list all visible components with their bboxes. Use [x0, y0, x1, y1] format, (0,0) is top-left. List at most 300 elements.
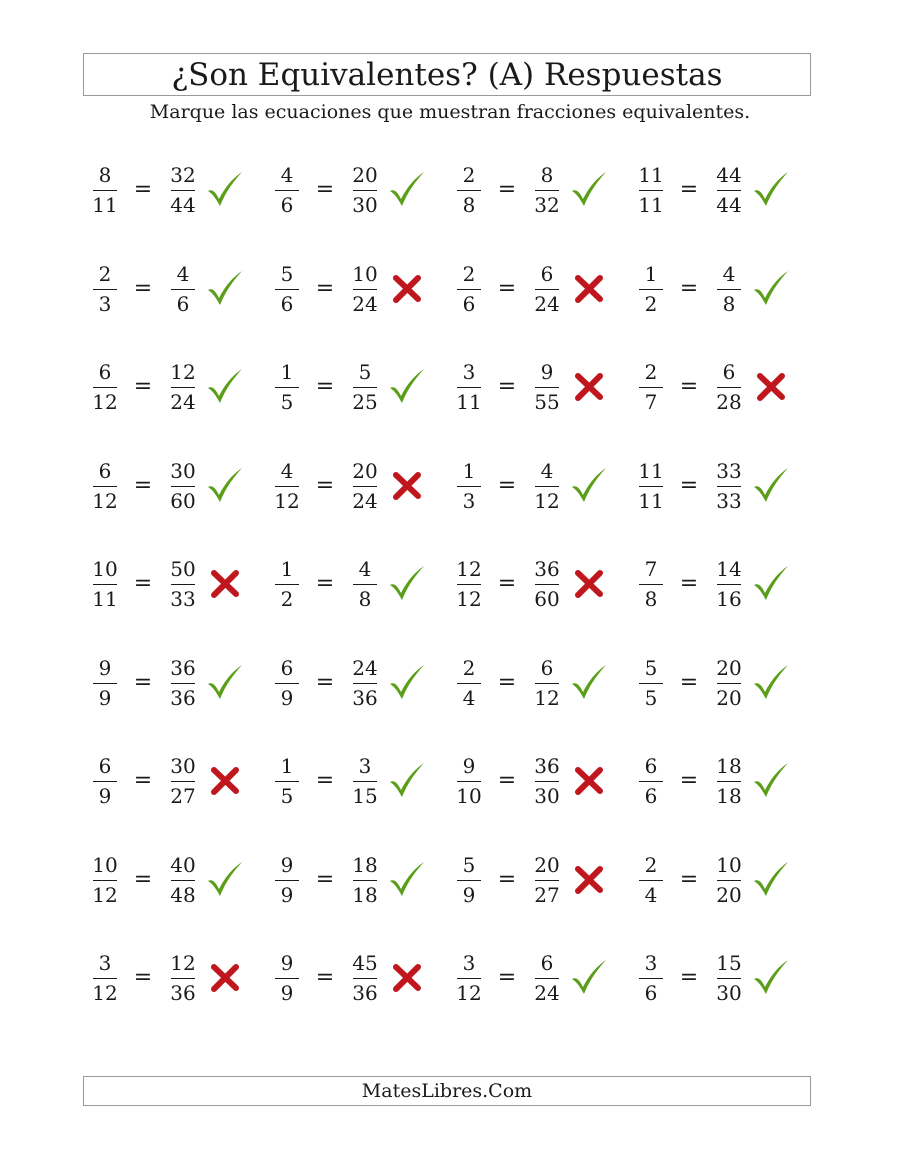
equals-sign: = [133, 965, 153, 990]
fraction-bar [171, 486, 195, 487]
fraction-bar [717, 584, 741, 585]
equals-sign: = [497, 669, 517, 695]
fraction-bar [353, 387, 377, 388]
left-denominator: 9 [462, 882, 476, 907]
check-icon [387, 663, 427, 703]
left-numerator: 11 [638, 458, 664, 483]
right-fraction [161, 456, 205, 516]
left-fraction [447, 948, 491, 1008]
right-denominator: 15 [352, 784, 378, 808]
problem-item [83, 259, 283, 329]
right-numerator: 45 [352, 951, 378, 975]
left-denominator: 5 [644, 685, 658, 710]
left-denominator: 3 [462, 488, 476, 513]
fraction-bar [93, 781, 117, 782]
right-fraction [525, 751, 569, 811]
left-numerator: 9 [462, 754, 476, 778]
fraction-bar [639, 289, 663, 290]
right-numerator: 18 [352, 852, 378, 877]
left-fraction [629, 850, 673, 910]
fraction-bar [275, 978, 299, 979]
problem-item [83, 160, 283, 230]
left-numerator: 8 [98, 163, 112, 187]
fraction-bar [457, 486, 481, 487]
right-fraction [343, 751, 387, 811]
equals-sign: = [497, 177, 517, 202]
left-denominator: 12 [274, 488, 300, 513]
fraction-bar [717, 190, 741, 191]
problem-item [629, 554, 829, 624]
left-denominator: 2 [280, 587, 294, 611]
right-denominator: 12 [534, 685, 560, 710]
equals-sign: = [133, 768, 153, 793]
fraction-bar [535, 289, 559, 290]
fraction-bar [93, 486, 117, 487]
left-fraction [629, 160, 673, 220]
fraction-bar [457, 387, 481, 388]
right-numerator: 36 [534, 557, 560, 581]
left-numerator: 1 [644, 261, 658, 286]
right-denominator: 55 [534, 390, 560, 414]
left-numerator: 2 [462, 261, 476, 286]
right-denominator: 32 [534, 193, 560, 217]
left-fraction [447, 653, 491, 713]
left-fraction [447, 259, 491, 319]
right-numerator: 30 [170, 754, 196, 778]
right-fraction [525, 850, 569, 910]
right-fraction [525, 357, 569, 417]
fraction-bar [93, 978, 117, 979]
right-numerator: 10 [352, 261, 378, 286]
fraction-bar [353, 486, 377, 487]
right-fraction [161, 357, 205, 417]
cross-icon [569, 367, 609, 407]
problem-item [447, 948, 647, 1018]
left-numerator: 2 [462, 655, 476, 680]
left-denominator: 6 [280, 193, 294, 217]
right-denominator: 33 [716, 488, 742, 513]
right-numerator: 6 [722, 360, 736, 384]
equals-sign: = [679, 965, 699, 990]
cross-icon [569, 761, 609, 801]
equals-sign: = [133, 669, 153, 695]
right-fraction [343, 456, 387, 516]
right-denominator: 27 [170, 784, 196, 808]
right-numerator: 33 [716, 458, 742, 483]
right-numerator: 20 [352, 458, 378, 483]
left-fraction [447, 160, 491, 220]
equals-sign: = [497, 571, 517, 596]
right-fraction [343, 554, 387, 614]
fraction-bar [717, 781, 741, 782]
right-denominator: 12 [534, 488, 560, 513]
right-denominator: 30 [534, 784, 560, 808]
fraction-bar [639, 387, 663, 388]
right-denominator: 16 [716, 587, 742, 611]
problem-item [629, 357, 829, 427]
left-denominator: 12 [92, 488, 118, 513]
left-fraction [265, 850, 309, 910]
left-denominator: 8 [462, 193, 476, 217]
equals-sign: = [315, 177, 335, 202]
left-denominator: 12 [456, 981, 482, 1005]
left-denominator: 3 [98, 291, 112, 316]
equals-sign: = [679, 866, 699, 892]
right-numerator: 15 [716, 951, 742, 975]
left-denominator: 12 [92, 390, 118, 414]
check-icon [205, 466, 245, 506]
right-fraction [525, 259, 569, 319]
left-fraction [83, 948, 127, 1008]
right-denominator: 60 [170, 488, 196, 513]
left-denominator: 6 [644, 784, 658, 808]
check-icon [387, 564, 427, 604]
equals-sign: = [133, 177, 153, 202]
left-numerator: 3 [98, 951, 112, 975]
left-numerator: 4 [280, 163, 294, 187]
left-fraction [629, 653, 673, 713]
right-fraction [707, 160, 751, 220]
left-denominator: 11 [638, 488, 664, 513]
problem-item [83, 357, 283, 427]
left-fraction [265, 456, 309, 516]
problem-item [447, 160, 647, 230]
problem-item [629, 456, 829, 526]
left-numerator: 1 [280, 360, 294, 384]
equals-sign: = [315, 374, 335, 399]
left-fraction [83, 751, 127, 811]
right-fraction [707, 456, 751, 516]
left-fraction [629, 259, 673, 319]
right-fraction [161, 259, 205, 319]
left-denominator: 12 [92, 882, 118, 907]
problem-item [83, 653, 283, 723]
equals-sign: = [315, 866, 335, 892]
left-fraction [447, 850, 491, 910]
right-fraction [161, 653, 205, 713]
problem-item [629, 259, 829, 329]
fraction-bar [457, 781, 481, 782]
right-denominator: 24 [534, 981, 560, 1005]
equals-sign: = [679, 571, 699, 596]
check-icon [387, 761, 427, 801]
left-numerator: 3 [644, 951, 658, 975]
left-numerator: 5 [644, 655, 658, 680]
right-numerator: 4 [722, 261, 736, 286]
right-numerator: 9 [540, 360, 554, 384]
cross-icon [387, 466, 427, 506]
left-denominator: 12 [456, 587, 482, 611]
equals-sign: = [315, 965, 335, 990]
fraction-bar [353, 978, 377, 979]
right-numerator: 6 [540, 655, 554, 680]
right-fraction [525, 456, 569, 516]
problem-item [447, 653, 647, 723]
right-numerator: 20 [534, 852, 560, 877]
left-denominator: 11 [638, 193, 664, 217]
right-numerator: 6 [540, 951, 554, 975]
right-denominator: 27 [534, 882, 560, 907]
right-denominator: 33 [170, 587, 196, 611]
left-denominator: 11 [456, 390, 482, 414]
fraction-bar [93, 190, 117, 191]
fraction-bar [535, 387, 559, 388]
right-denominator: 24 [534, 291, 560, 316]
right-numerator: 5 [358, 360, 372, 384]
left-numerator: 10 [92, 557, 118, 581]
right-denominator: 36 [170, 981, 196, 1005]
equals-sign: = [679, 472, 699, 498]
equals-sign: = [497, 768, 517, 793]
fraction-bar [353, 683, 377, 684]
left-numerator: 11 [638, 163, 664, 187]
right-numerator: 4 [176, 261, 190, 286]
problem-item [447, 751, 647, 821]
right-fraction [343, 160, 387, 220]
left-denominator: 9 [98, 685, 112, 710]
fraction-bar [535, 584, 559, 585]
footer-site-name: MatesLibres.Com [83, 1076, 811, 1106]
fraction-bar [457, 584, 481, 585]
equals-sign: = [315, 275, 335, 301]
left-numerator: 3 [462, 360, 476, 384]
left-numerator: 1 [280, 557, 294, 581]
fraction-bar [171, 781, 195, 782]
fraction-bar [639, 880, 663, 881]
fraction-bar [275, 387, 299, 388]
fraction-bar [275, 880, 299, 881]
left-denominator: 9 [280, 981, 294, 1005]
right-denominator: 44 [170, 193, 196, 217]
fraction-bar [275, 584, 299, 585]
right-fraction [343, 653, 387, 713]
right-fraction [343, 850, 387, 910]
right-numerator: 8 [540, 163, 554, 187]
problem-item [629, 160, 829, 230]
fraction-bar [717, 387, 741, 388]
fraction-bar [717, 683, 741, 684]
left-numerator: 6 [98, 754, 112, 778]
left-denominator: 2 [644, 291, 658, 316]
problem-item [83, 554, 283, 624]
cross-icon [751, 367, 791, 407]
left-fraction [629, 554, 673, 614]
right-denominator: 6 [176, 291, 190, 316]
problem-item [265, 160, 465, 230]
left-fraction [447, 456, 491, 516]
left-numerator: 4 [280, 458, 294, 483]
right-denominator: 48 [170, 882, 196, 907]
right-denominator: 30 [716, 981, 742, 1005]
right-numerator: 12 [170, 951, 196, 975]
equals-sign: = [497, 472, 517, 498]
left-denominator: 7 [644, 390, 658, 414]
fraction-bar [171, 683, 195, 684]
right-fraction [161, 751, 205, 811]
equals-sign: = [497, 965, 517, 990]
problem-item [265, 653, 465, 723]
fraction-bar [535, 880, 559, 881]
right-fraction [707, 259, 751, 319]
left-fraction [629, 948, 673, 1008]
equals-sign: = [315, 768, 335, 793]
fraction-bar [353, 781, 377, 782]
fraction-bar [639, 978, 663, 979]
left-denominator: 9 [280, 882, 294, 907]
problem-item [265, 850, 465, 920]
right-denominator: 20 [716, 685, 742, 710]
right-numerator: 24 [352, 655, 378, 680]
left-numerator: 9 [280, 951, 294, 975]
right-fraction [525, 948, 569, 1008]
right-numerator: 6 [540, 261, 554, 286]
check-icon [751, 170, 791, 210]
left-fraction [447, 357, 491, 417]
right-numerator: 10 [716, 852, 742, 877]
left-numerator: 6 [644, 754, 658, 778]
fraction-bar [535, 978, 559, 979]
fraction-bar [535, 190, 559, 191]
cross-icon [205, 958, 245, 998]
fraction-bar [93, 683, 117, 684]
right-denominator: 36 [352, 981, 378, 1005]
right-fraction [707, 554, 751, 614]
fraction-bar [93, 289, 117, 290]
left-numerator: 5 [462, 852, 476, 877]
right-numerator: 50 [170, 557, 196, 581]
check-icon [205, 367, 245, 407]
equals-sign: = [497, 275, 517, 301]
fraction-bar [639, 584, 663, 585]
left-numerator: 2 [462, 163, 476, 187]
left-numerator: 10 [92, 852, 118, 877]
fraction-bar [535, 486, 559, 487]
left-numerator: 12 [456, 557, 482, 581]
left-fraction [83, 357, 127, 417]
equals-sign: = [315, 669, 335, 695]
left-fraction [83, 554, 127, 614]
check-icon [387, 860, 427, 900]
right-fraction [161, 554, 205, 614]
left-denominator: 5 [280, 784, 294, 808]
left-fraction [447, 554, 491, 614]
right-denominator: 24 [352, 291, 378, 316]
problem-item [447, 850, 647, 920]
cross-icon [569, 564, 609, 604]
fraction-bar [535, 683, 559, 684]
problem-item [83, 850, 283, 920]
left-numerator: 9 [280, 852, 294, 877]
equals-sign: = [133, 472, 153, 498]
check-icon [751, 466, 791, 506]
fraction-bar [457, 978, 481, 979]
problem-item [447, 357, 647, 427]
equals-sign: = [679, 275, 699, 301]
left-denominator: 9 [280, 685, 294, 710]
left-fraction [83, 160, 127, 220]
left-denominator: 8 [644, 587, 658, 611]
right-fraction [707, 850, 751, 910]
right-denominator: 18 [716, 784, 742, 808]
right-numerator: 4 [358, 557, 372, 581]
left-fraction [629, 751, 673, 811]
right-denominator: 36 [170, 685, 196, 710]
equals-sign: = [315, 472, 335, 498]
right-fraction [161, 160, 205, 220]
fraction-bar [457, 190, 481, 191]
problem-item [265, 357, 465, 427]
right-numerator: 44 [716, 163, 742, 187]
left-denominator: 6 [644, 981, 658, 1005]
fraction-bar [717, 880, 741, 881]
left-denominator: 6 [462, 291, 476, 316]
equals-sign: = [679, 768, 699, 793]
left-numerator: 1 [462, 458, 476, 483]
fraction-bar [457, 880, 481, 881]
check-icon [387, 170, 427, 210]
right-fraction [161, 850, 205, 910]
equals-sign: = [133, 571, 153, 596]
fraction-bar [717, 978, 741, 979]
left-fraction [83, 456, 127, 516]
fraction-bar [639, 190, 663, 191]
check-icon [205, 170, 245, 210]
check-icon [751, 269, 791, 309]
fraction-bar [639, 486, 663, 487]
right-denominator: 30 [352, 193, 378, 217]
cross-icon [387, 269, 427, 309]
fraction-bar [353, 584, 377, 585]
right-numerator: 18 [716, 754, 742, 778]
right-fraction [707, 948, 751, 1008]
fraction-bar [353, 190, 377, 191]
left-denominator: 11 [92, 193, 118, 217]
left-fraction [83, 850, 127, 910]
cross-icon [569, 860, 609, 900]
right-numerator: 3 [358, 754, 372, 778]
right-denominator: 24 [170, 390, 196, 414]
fraction-bar [275, 486, 299, 487]
check-icon [569, 958, 609, 998]
left-fraction [629, 456, 673, 516]
right-fraction [707, 751, 751, 811]
problem-item [447, 554, 647, 624]
left-numerator: 9 [98, 655, 112, 680]
check-icon [751, 564, 791, 604]
right-denominator: 18 [352, 882, 378, 907]
page-title: ¿Son Equivalentes? (A) Respuestas [83, 53, 811, 96]
fraction-bar [171, 584, 195, 585]
right-fraction [525, 653, 569, 713]
equals-sign: = [497, 866, 517, 892]
left-fraction [265, 259, 309, 319]
right-denominator: 8 [358, 587, 372, 611]
check-icon [569, 663, 609, 703]
right-numerator: 12 [170, 360, 196, 384]
fraction-bar [171, 190, 195, 191]
right-fraction [707, 357, 751, 417]
right-fraction [525, 554, 569, 614]
fraction-bar [171, 387, 195, 388]
left-numerator: 2 [644, 360, 658, 384]
left-denominator: 12 [92, 981, 118, 1005]
right-denominator: 24 [352, 488, 378, 513]
left-fraction [629, 357, 673, 417]
left-denominator: 4 [462, 685, 476, 710]
left-denominator: 4 [644, 882, 658, 907]
left-fraction [265, 948, 309, 1008]
left-fraction [265, 357, 309, 417]
